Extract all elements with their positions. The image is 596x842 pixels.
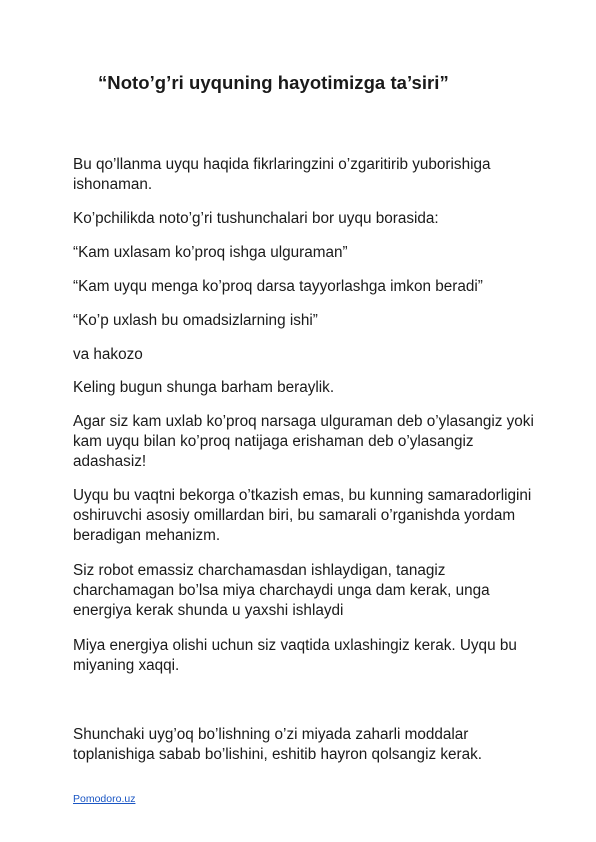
quote-3: “Ko’p uxlash bu omadsizlarning ishi” xyxy=(73,312,318,329)
paragraph-toxins: Shunchaki uyg’oq bo’lishning o’zi miyada zaharli moddalar toplanishiga sabab bo’lishini, eshitib hayron qolsangiz kerak. xyxy=(73,726,483,763)
paragraph-brain-energy: Miya energiya olishi uchun siz vaqtida uxlashingiz kerak. Uyqu bu miyaning xaqqi. xyxy=(73,637,517,674)
paragraph-not-robot: Siz robot emassiz charchamasdan ishlaydigan, tanagiz charchamagan bo’lsa miya charchaydi unga dam kerak, unga energiya kerak shunda u yaxshi ishlaydi xyxy=(73,562,490,619)
paragraph-etc: va hakozo xyxy=(73,346,143,363)
paragraph-mistake: Agar siz kam uxlab ko’proq narsaga ulguraman deb o’ylasangiz yoki kam uyqu bilan ko’proq natijaga erishaman deb o’ylasangiz adashasiz! xyxy=(73,413,534,470)
paragraph-call-to-action: Keling bugun shunga barham beraylik. xyxy=(73,379,335,396)
document-title: “Noto’g’ri uyquning hayotimizga ta’siri” xyxy=(98,72,449,93)
paragraph-sleep-purpose: Uyqu bu vaqtni bekorga o’tkazish emas, bu kunning samaradorligini oshiruvchi asosiy omillardan biri, bu samarali o’rganishda yordam beradigan mehanizm. xyxy=(73,487,532,544)
quote-1: “Kam uxlasam ko’proq ishga ulguraman” xyxy=(73,244,348,261)
quote-2: “Kam uyqu menga ko’proq darsa tayyorlashga imkon beradi” xyxy=(73,278,483,295)
paragraph-misconceptions: Ko’pchilikda noto’g’ri tushunchalari bor uyqu borasida: xyxy=(73,210,439,227)
footer-link[interactable]: Pomodoro.uz xyxy=(73,793,136,805)
paragraph-intro: Bu qo’llanma uyqu haqida fikrlaringzini o’zgaritirib yuborishiga ishonaman. xyxy=(73,156,491,193)
